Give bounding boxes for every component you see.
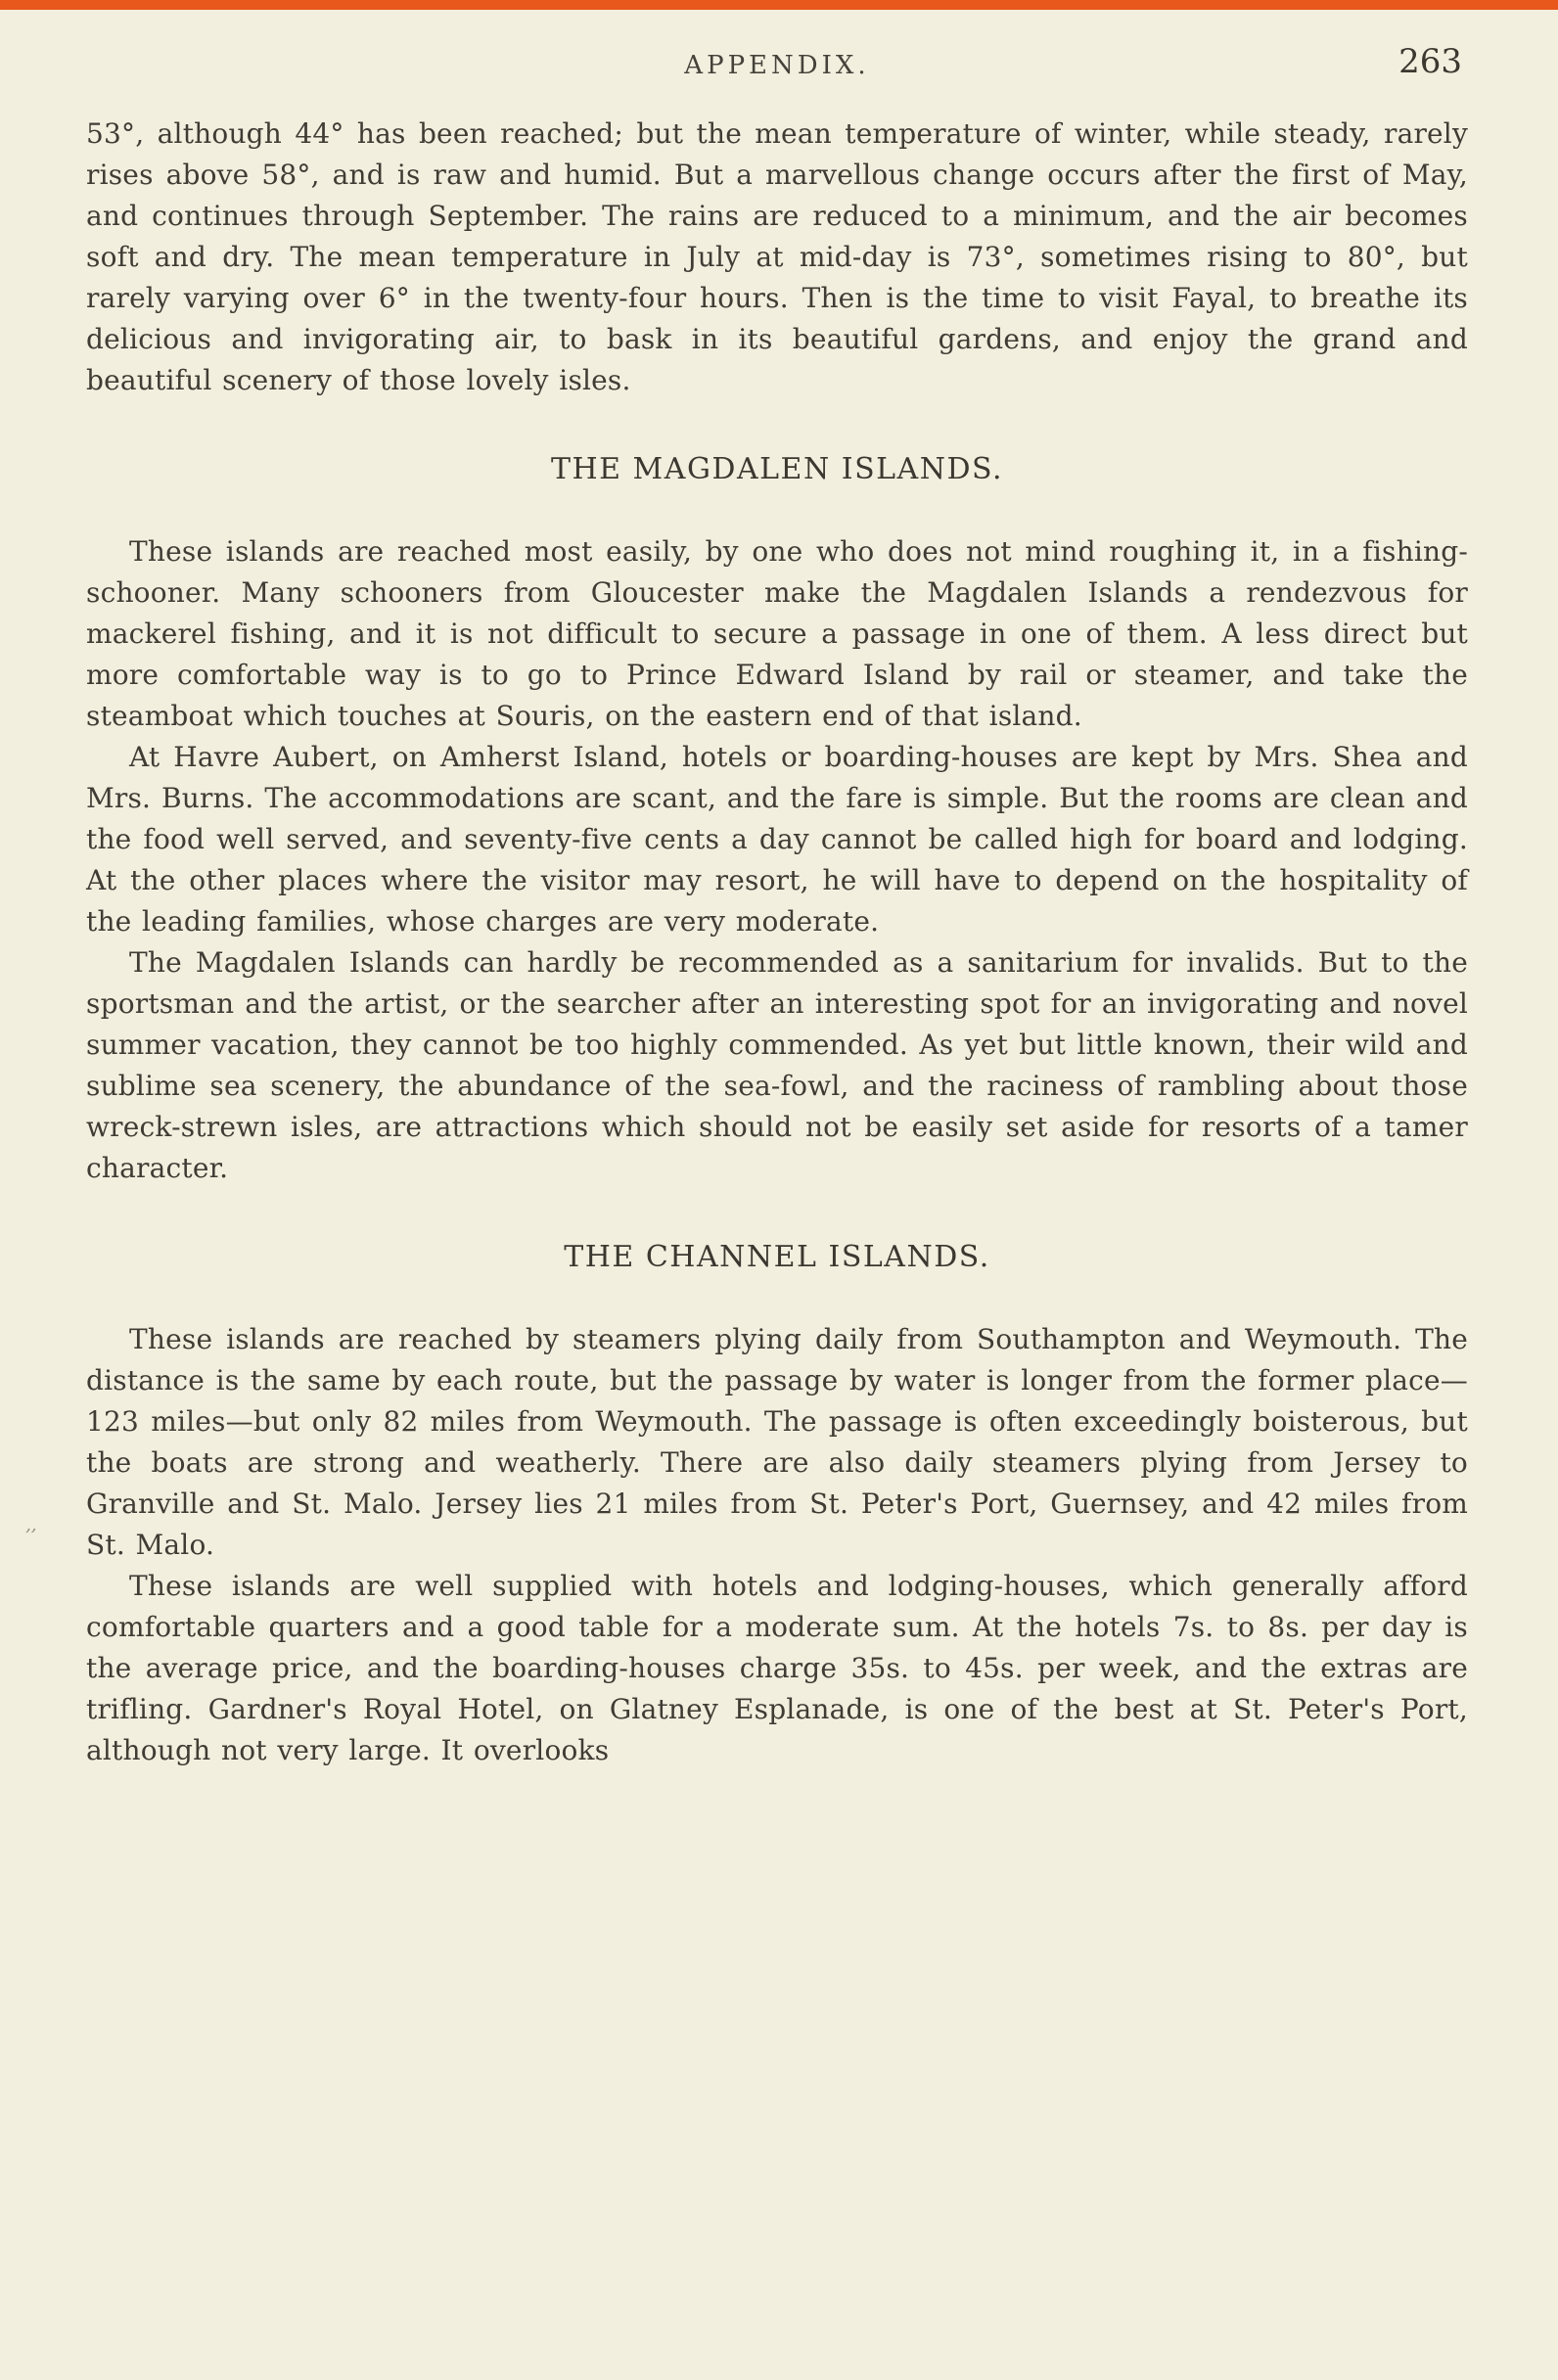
section-heading-channel-islands: THE CHANNEL ISLANDS. [564,1240,990,1274]
channel-paragraph-1: These islands are reached by steamers plying daily from Southampton and Weymouth. The distance is the same by each route, but the passage by water is longer from the former place—123 miles—but only 82 miles from Weymouth. The passage is often exceedingly boisterous, but the boats are strong and weatherly. There are also daily steamers plying from Jersey to Granville and St. Malo. Jersey lies 21 miles from St. Peter's Port, Guernsey, and 42 miles from St. Malo. [86,1323,1468,1561]
magdalen-paragraph-2: At Havre Aubert, on Amherst Island, hotels or boarding-houses are kept by Mrs. Shea and Mrs. Burns. The accommodations are scant, and the fare is simple. But the rooms are clean and the food well served, and seventy-five cents a day cannot be called high for board and lodging. At the other places where the visitor may resort, he will have to depend on the hospitality of the leading families, whose charges are very moderate. [86,741,1468,938]
page-number: 263 [1398,42,1462,81]
page-header [86,43,1468,88]
magdalen-paragraph-1: These islands are reached most easily, by one who does not mind roughing it, in a fishing-schooner. Many schooners from Gloucester make the Magdalen Islands a rendezvous for mackerel fishing, and it is not difficult to secure a passage in one of them. A less direct but more comfortable way is to go to Prince Edward Island by rail or steamer, and take the steamboat which touches at Souris, on the eastern end of that island. [86,535,1468,732]
intro-paragraph: 53°, although 44° has been reached; but the mean temperature of winter, while steady, rarely rises above 58°, and is raw and humid. But a marvellous change occurs after the first of May, and continues through September. The rains are reduced to a minimum, and the air becomes soft and dry. The mean temperature in July at mid-day is 73°, sometimes rising to 80°, but rarely varying over 6° in the twenty-four hours. Then is the time to visit Fayal, to breathe its delicious and invigorating air, to bask in its beautiful gardens, and enjoy the grand and beautiful scenery of those lovely isles. [86,117,1468,396]
section-heading-magdalen-islands: THE MAGDALEN ISLANDS. [550,452,1004,486]
scan-top-edge [0,0,1558,10]
magdalen-paragraph-3: The Magdalen Islands can hardly be recommended as a sanitarium for invalids. But to the sportsman and the artist, or the searcher after an interesting spot for an invigorating and novel summer vacation, they cannot be too highly commended. As yet but little known, their wild and sublime sea scenery, the abundance of the sea-fowl, and the raciness of rambling about those wreck-strewn isles, are attractions which should not be easily set aside for resorts of a tamer character. [86,946,1468,1184]
text-block [86,114,1468,1771]
running-title: APPENDIX. [684,51,870,80]
margin-ink-artifact: ‚, [25,1515,37,1535]
channel-paragraph-2: These islands are well supplied with hotels and lodging-houses, which generally afford comfortable quarters and a good table for a moderate sum. At the hotels 7s. to 8s. per day is the average price, and the boarding-houses charge 35s. to 45s. per week, and the extras are trifling. Gardner's Royal Hotel, on Glatney Esplanade, is one of the best at St. Peter's Port, although not very large. It overlooks [86,1570,1468,1766]
